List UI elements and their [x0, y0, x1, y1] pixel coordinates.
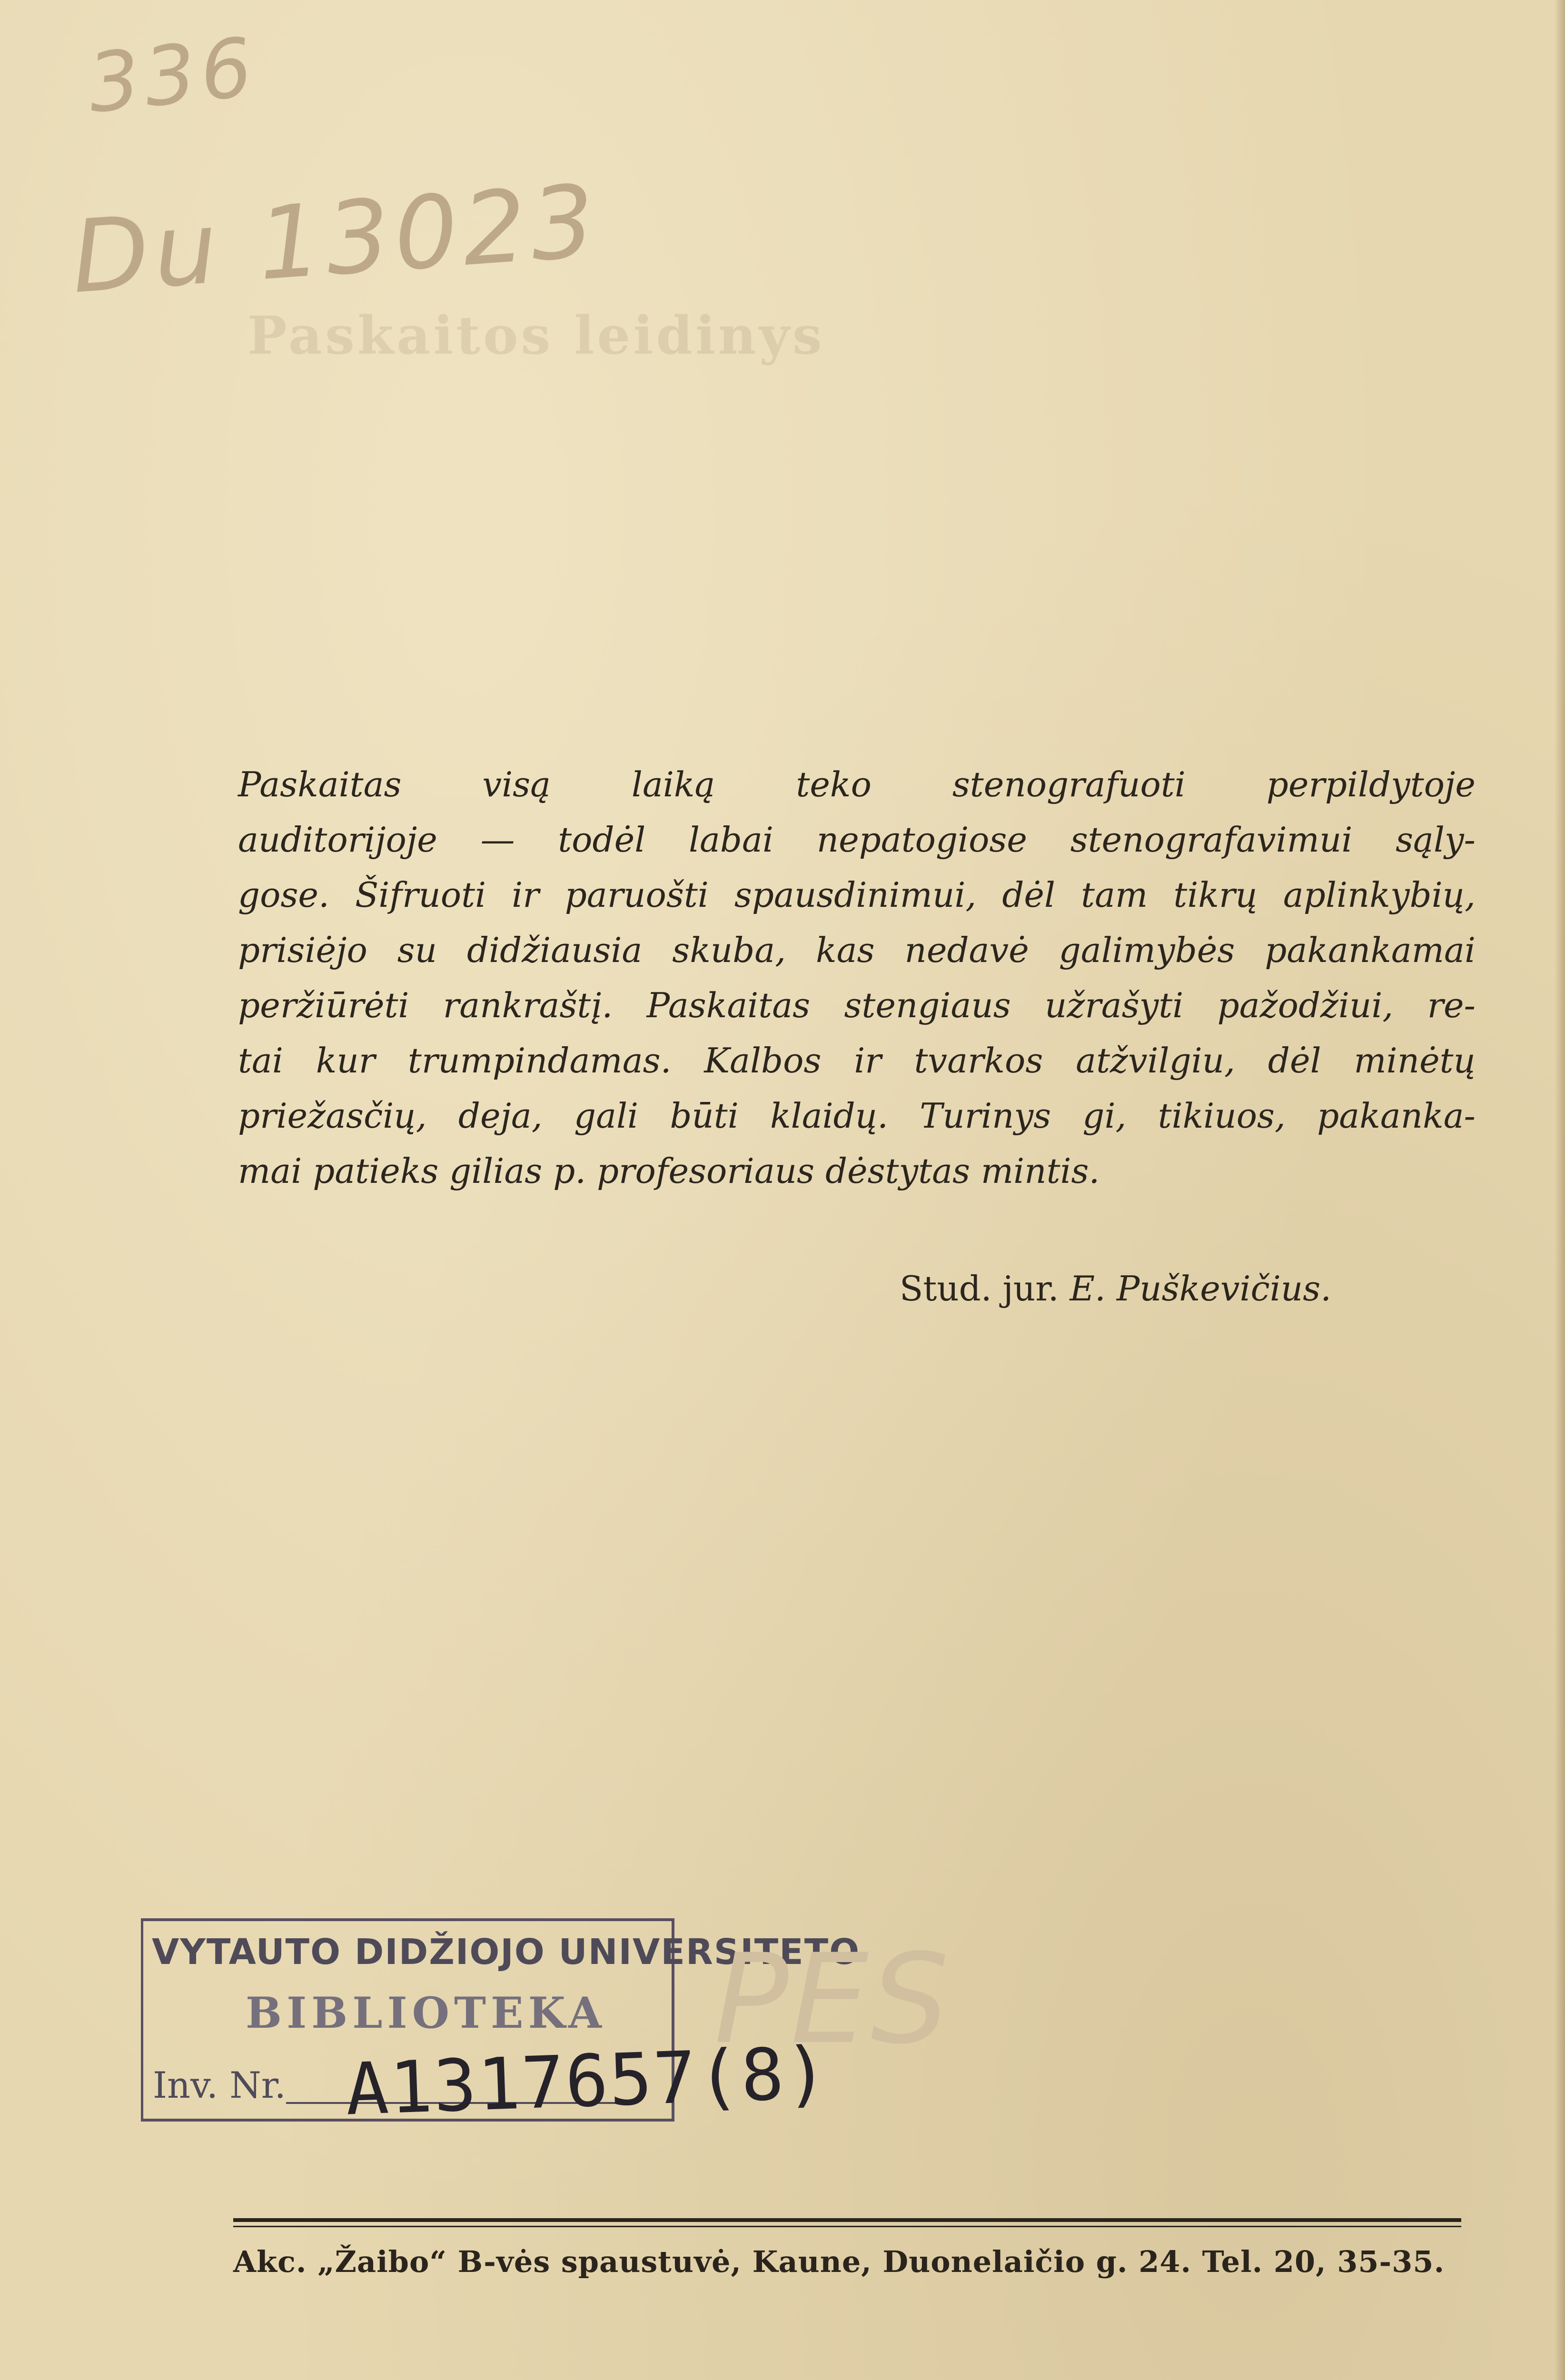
handwritten-catalog-code: Du 13023 — [68, 162, 603, 316]
notice-line: auditorijoje — todėl labai nepatogiose stenografavimui sąly- — [238, 820, 1476, 860]
notice-line: Paskaitas visą laiką teko stenografuoti perpildytoje — [238, 764, 1476, 804]
notice-line: tai kur trumpindamas. Kalbos ir tvarkos atžvilgiu, dėl minėtų — [238, 1041, 1476, 1081]
colophon-rule — [233, 2218, 1461, 2222]
bleed-through-title: Paskaitos leidinys — [248, 305, 825, 366]
notice-line: gose. Šifruoti ir paruošti spausdinimui, dėl tam tikrų aplinkybių, — [238, 875, 1476, 915]
handwritten-side-mark: PES — [714, 1928, 951, 2072]
signature-name: E. Puškevičius. — [1070, 1269, 1332, 1309]
notice-line: peržiūrėti rankraštį. Paskaitas stengiaus užrašyti pažodžiui, re- — [238, 985, 1476, 1025]
colophon-rule-thin — [233, 2226, 1461, 2227]
editor-notice — [238, 757, 1476, 1199]
stamp-inventory-number: A1317657(8) — [344, 2032, 831, 2132]
stamp-library: BIBLIOTEKA — [246, 1988, 606, 2038]
notice-line: mai patieks gilias p. profesoriaus dėstytas mintis. — [238, 1151, 1100, 1191]
stamp-university: VYTAUTO DIDŽIOJO UNIVERSITETO — [152, 1932, 861, 1973]
notice-line: priežasčių, deja, gali būti klaidų. Turinys gi, tikiuos, pakanka- — [238, 1096, 1476, 1136]
notice-line: prisiėjo su didžiausia skuba, kas nedavė galimybės pakankamai — [238, 930, 1476, 970]
page-edge — [1555, 0, 1565, 2380]
stamp-inv-label: Inv. Nr. — [153, 2064, 286, 2106]
signature — [900, 1269, 1331, 1309]
printer-colophon: Akc. „Žaibo“ B-vės spaustuvė, Kaune, Duonelaičio g. 24. Tel. 20, 35-35. — [233, 2244, 1445, 2279]
handwritten-shelf-number: 336 — [83, 20, 261, 131]
signature-prefix: Stud. jur. — [900, 1269, 1059, 1309]
